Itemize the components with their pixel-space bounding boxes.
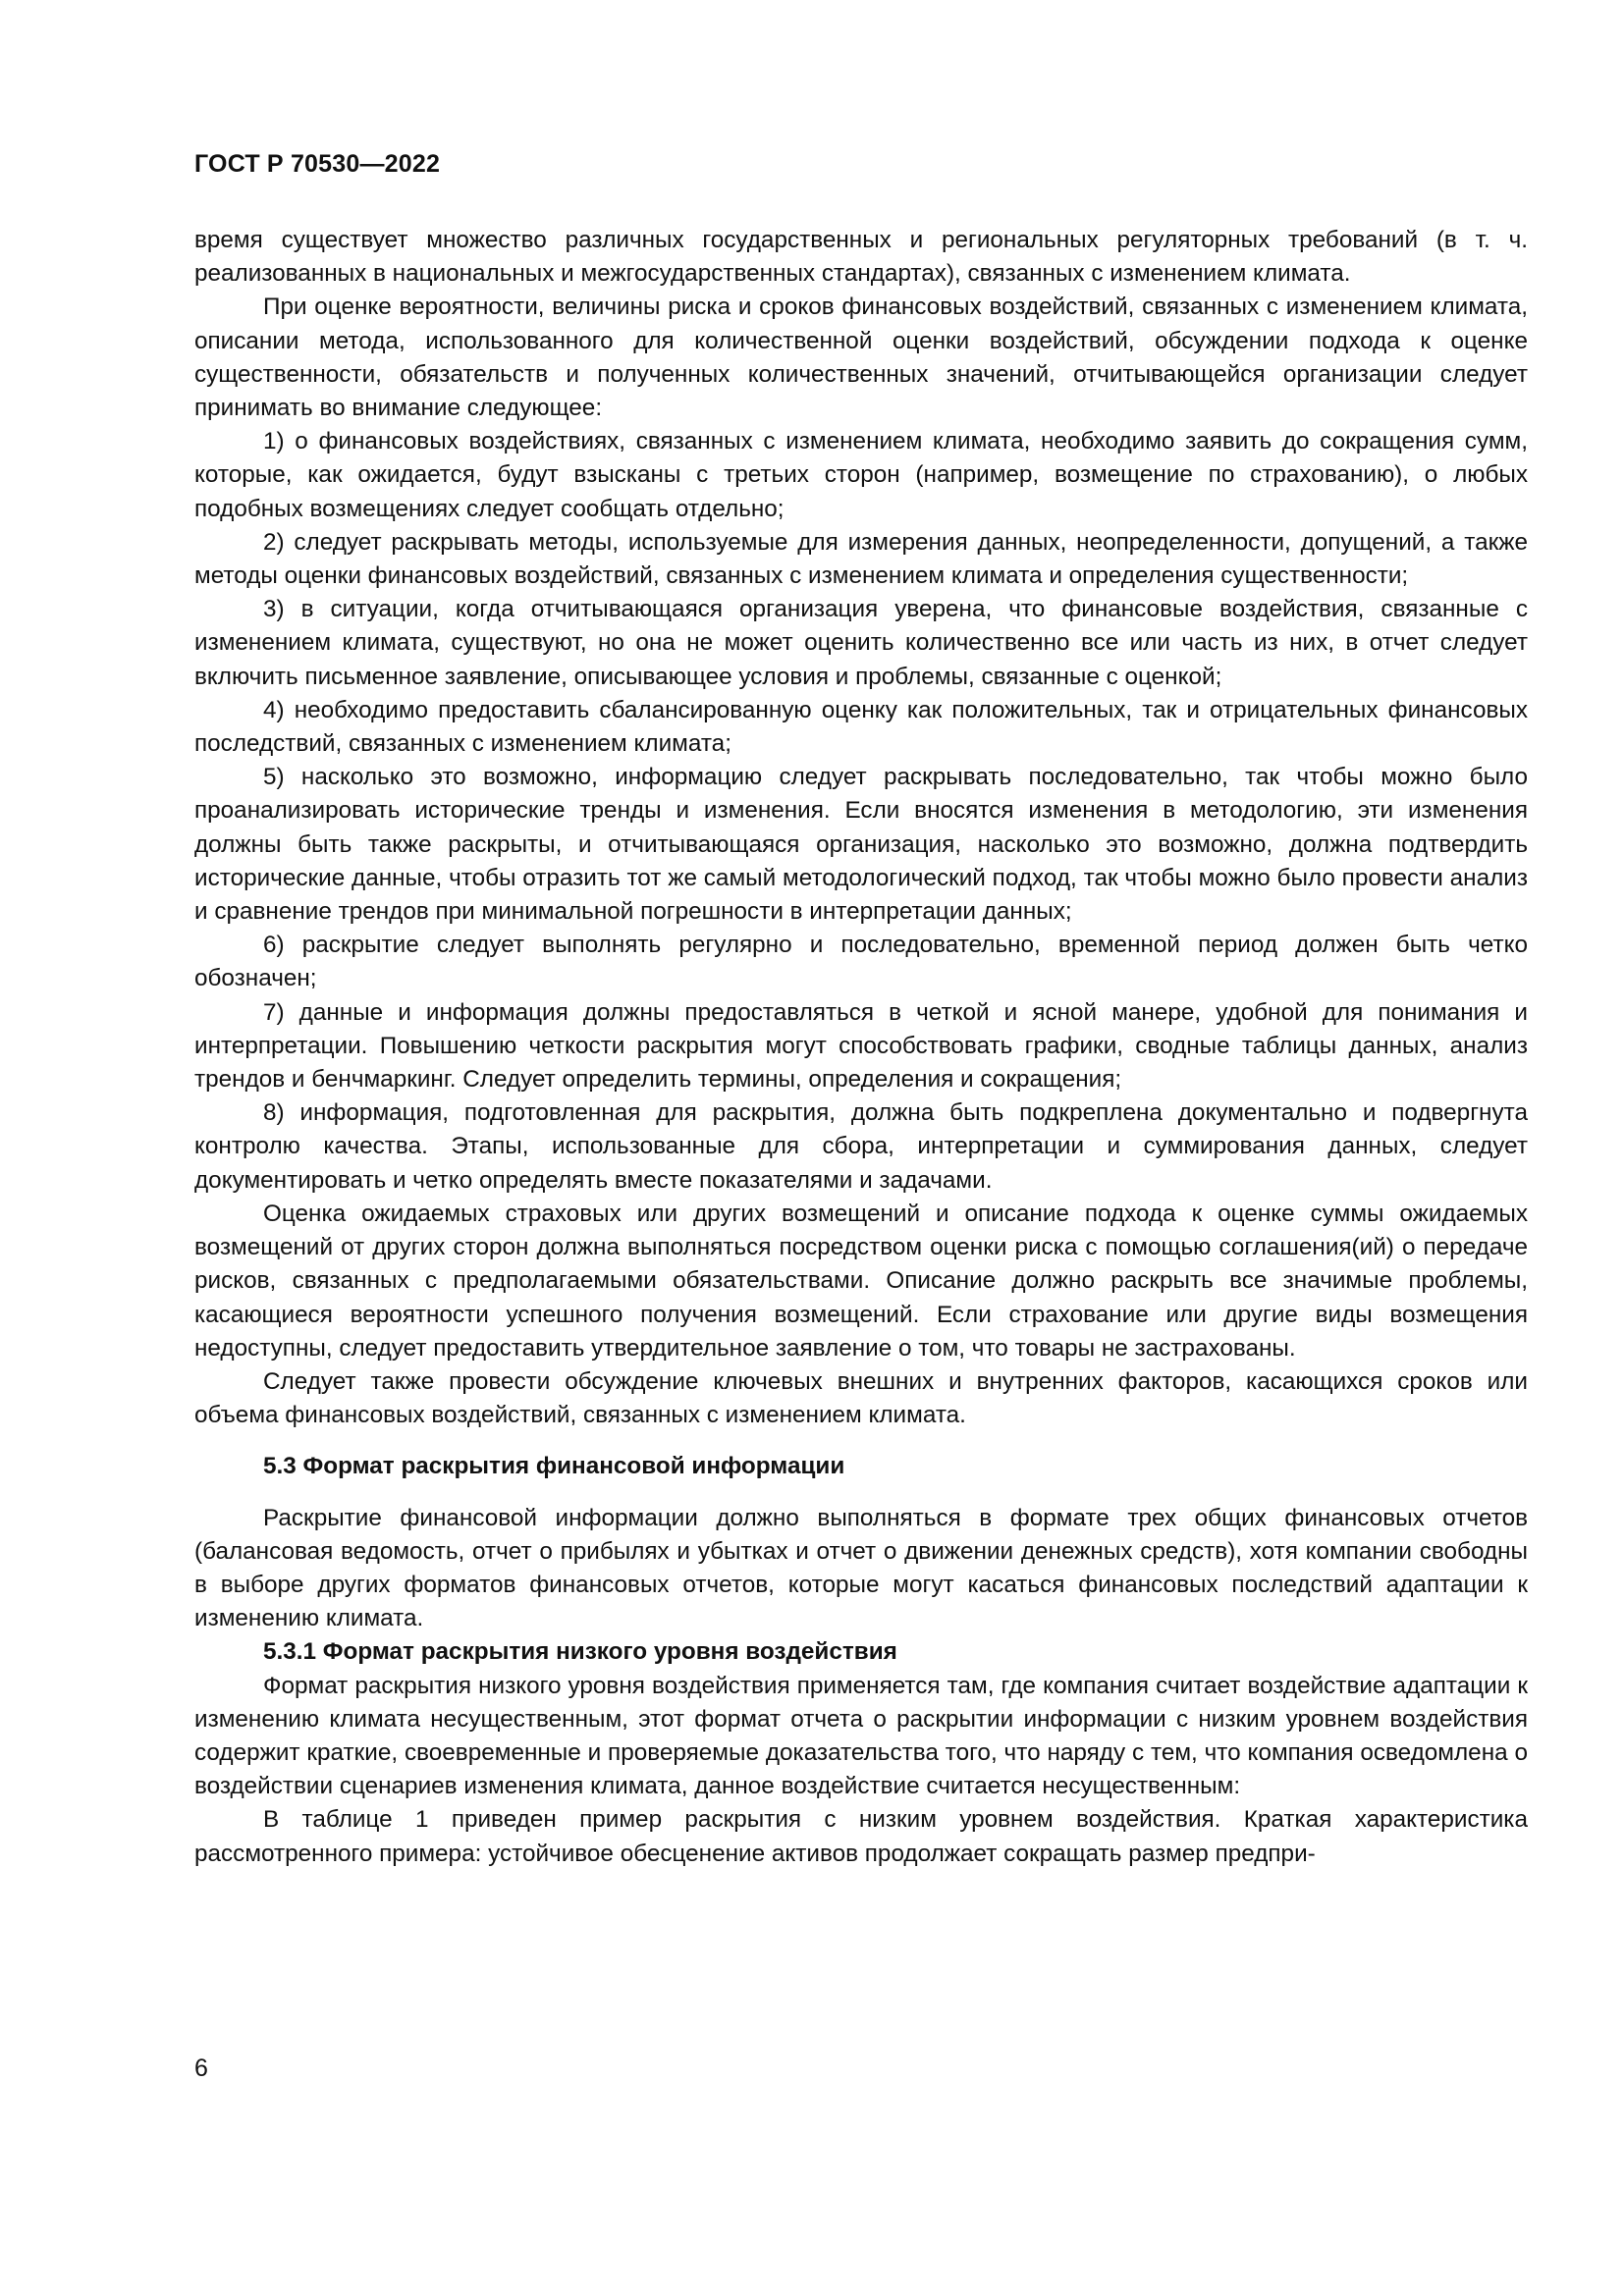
page-number: 6 bbox=[194, 2055, 208, 2082]
paragraph-table-1: В таблице 1 приведен пример раскрытия с низким уровнем воздействия. Краткая характеристика рассмотренного примера: устойчивое обесценение активов продолжает сокращать размер предпри- bbox=[194, 1806, 1528, 1867]
document-header: ГОСТ Р 70530—2022 bbox=[194, 150, 441, 178]
paragraph-continuation: время существует множество различных государственных и региональных регуляторных требований (в т. ч. реализованных в национальных и межгосударственных стандартах), связанных с изменением климата. bbox=[194, 227, 1528, 288]
list-item: 6) раскрытие следует выполнять регулярно и последовательно, временной период должен быть четко обозначен; bbox=[194, 932, 1528, 992]
list-item: 8) информация, подготовленная для раскрытия, должна быть подкреплена документально и подвергнута контролю качества. Этапы, использованные для сбора, интерпретации и суммирования данных, следует документировать и четко определять вместе показателями и задачами. bbox=[194, 1099, 1528, 1194]
section-heading-5-3: 5.3 Формат раскрытия финансовой информации bbox=[263, 1453, 845, 1480]
paragraph-5-3-1: Формат раскрытия низкого уровня воздействия применяется там, где компания считает воздействие адаптации к изменению климата несущественным, этот формат отчета о раскрытии информации с низким уровнем воздействия содержит краткие, своевременные и проверяемые доказательства того, что наряду с тем, что компания осведомлена о воздействии сценариев изменения климата, данное воздействие считается несущественным: bbox=[194, 1672, 1528, 1800]
paragraph-insurance: Оценка ожидаемых страховых или других возмещений и описание подхода к оценке суммы ожидаемых возмещений от других сторон должна выполняться посредством оценки риска с помощью соглашения(ий) о передаче рисков, связанных с предполагаемыми обязательствами. Описание должно раскрыть все значимые проблемы, касающиеся вероятности успешного получения возмещений. Если страхование или другие виды возмещения недоступны, следует предоставить утвердительное заявление о том, что товары не застрахованы. bbox=[194, 1200, 1528, 1362]
list-item: 4) необходимо предоставить сбалансированную оценку как положительных, так и отрицательных финансовых последствий, связанных с изменением климата; bbox=[194, 696, 1528, 758]
list-item: 5) насколько это возможно, информацию следует раскрывать последовательно, так чтобы можно было проанализировать исторические тренды и изменения. Если вносятся изменения в методологию, эти изменения должны быть также раскрыты, и отчитывающаяся организация, насколько это возможно, должна подтвердить исторические данные, чтобы отразить тот же самый методологический подход, так чтобы можно было провести анализ и сравнение трендов при минимальной погрешности в интерпретации данных; bbox=[194, 764, 1528, 926]
paragraph-5-3: Раскрытие финансовой информации должно выполняться в формате трех общих финансовых отчетов (балансовая ведомость, отчет о прибылях и убытках и отчет о движении денежных средств), хотя компании свободны в выборе других форматов финансовых отчетов, которые могут касаться финансовых последствий адаптации к изменению климата. bbox=[194, 1504, 1528, 1632]
paragraph-factors: Следует также провести обсуждение ключевых внешних и внутренних факторов, касающихся сроков или объема финансовых воздействий, связанных с изменением климата. bbox=[194, 1367, 1528, 1429]
list-item: 1) о финансовых воздействиях, связанных с изменением климата, необходимо заявить до сокращения сумм, которые, как ожидается, будут взысканы с третьих сторон (например, возмещение по страхованию), о любых подобных возмещениях следует сообщать отдельно; bbox=[194, 428, 1528, 522]
document-body bbox=[194, 224, 1528, 1871]
list-item: 7) данные и информация должны предоставляться в четкой и ясной манере, удобной для понимания и интерпретации. Повышению четкости раскрытия могут способствовать графики, сводные таблицы данных, анализ трендов и бенчмаркинг. Следует определить термины, определения и сокращения; bbox=[194, 998, 1528, 1094]
paragraph-intro: При оценке вероятности, величины риска и сроков финансовых воздействий, связанных с изменением климата, описании метода, использованного для количественной оценки воздействий, обсуждении подхода к оценке существенности, обязательств и полученных количественных значений, отчитывающейся организации следует принимать во внимание следующее: bbox=[194, 294, 1528, 422]
list-item: 3) в ситуации, когда отчитывающаяся организация уверена, что финансовые воздействия, связанные с изменением климата, существуют, но она не может оценить количественно все или часть из них, в отчет следует включить письменное заявление, описывающее условия и проблемы, связанные с оценкой; bbox=[194, 596, 1528, 690]
list-item: 2) следует раскрывать методы, используемые для измерения данных, неопределенности, допущений, а также методы оценки финансовых воздействий, связанных с изменением климата и определения существенности; bbox=[194, 528, 1528, 590]
section-heading-5-3-1: 5.3.1 Формат раскрытия низкого уровня воздействия bbox=[263, 1638, 897, 1666]
